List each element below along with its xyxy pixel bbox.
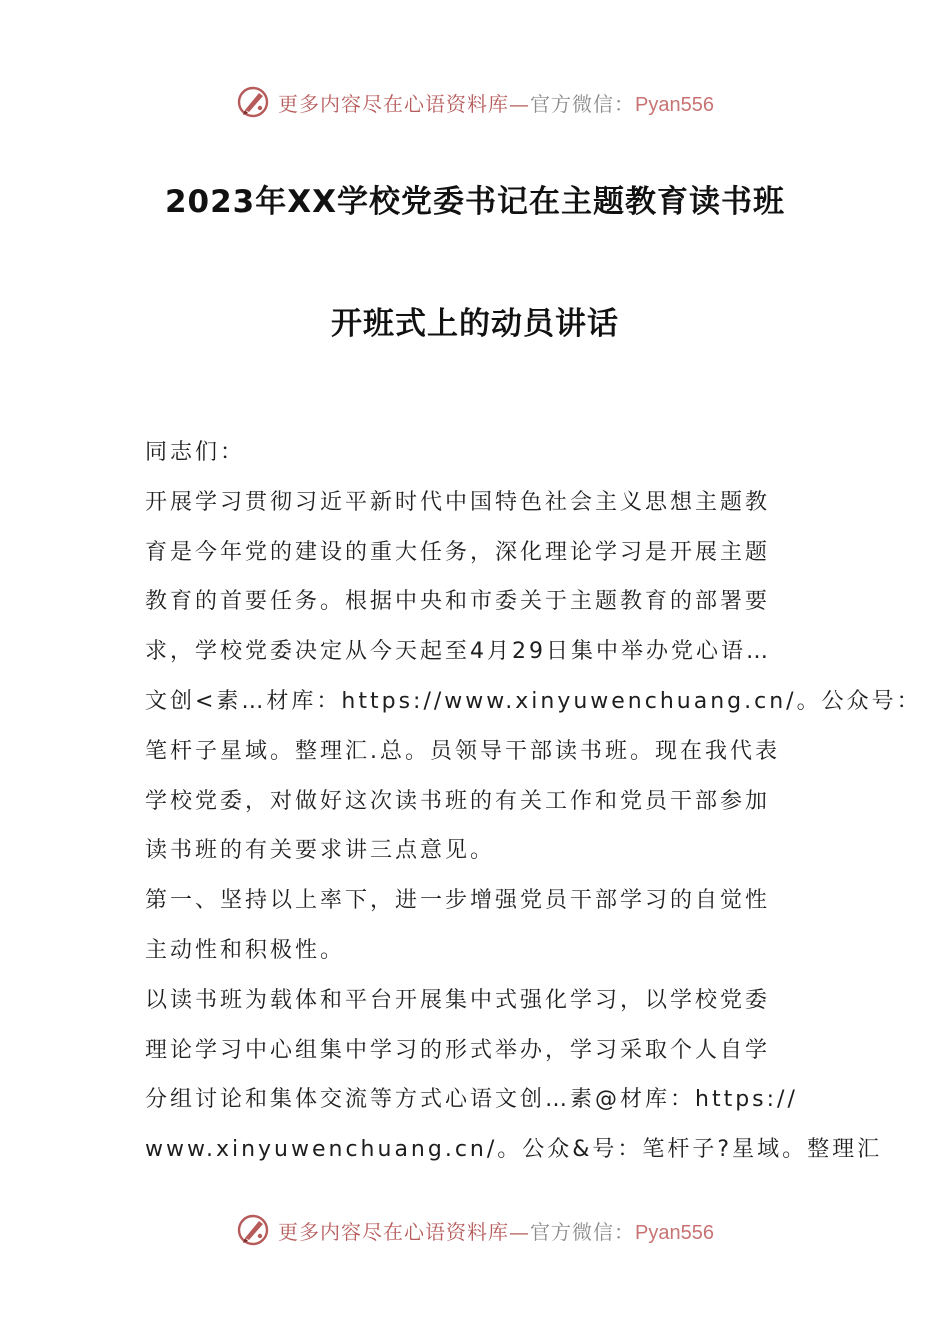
body-line-with-link: www.xinyuwenchuang.cn/。公众&号：笔杆子?星域。整理汇 [145, 1137, 883, 1163]
body-line-with-link: 分组讨论和集体交流等方式心语文创…素@材库：https:// [145, 1087, 798, 1113]
watermark-wechat-id: Pyan556 [635, 93, 714, 116]
section-heading-line: 主动性和积极性。 [145, 937, 346, 963]
watermark-wechat-id: Pyan556 [635, 1221, 714, 1244]
body-line: 读书班的有关要求讲三点意见。 [145, 838, 496, 864]
body-line: 笔杆子星域。整理汇.总。员领导干部读书班。现在我代表 [145, 738, 780, 764]
header-watermark [0, 82, 950, 122]
watermark-separator: — [509, 1219, 531, 1244]
watermark-wechat-label: 官方微信： [530, 1219, 636, 1244]
section-heading-line: 第一、坚持以上率下，进一步增强党员干部学习的自觉性 [145, 888, 771, 914]
body-line: 以读书班为载体和平台开展集中式强化学习，以学校党委 [145, 987, 771, 1013]
watermark-brand: 更多内容尽在心语资料库 [278, 91, 510, 116]
document-title-line-1: 2023年XX学校党委书记在主题教育读书班 [164, 184, 786, 220]
document-title-line-2: 开班式上的动员讲话 [331, 306, 619, 342]
body-line-with-link: 文创<素…材库：https://www.xinyuwenchuang.cn/。公众号： [145, 688, 922, 714]
body-line: 理论学习中心组集中学习的形式举办，学习采取个人自学 [145, 1037, 771, 1063]
body-line: 求，学校党委决定从今天起至4月29日集中举办党心语… [145, 639, 771, 665]
footer-watermark [0, 1210, 950, 1250]
watermark-wechat-label: 官方微信： [530, 91, 636, 116]
watermark-text [278, 1216, 714, 1245]
watermark-text [278, 88, 714, 117]
pen-in-circle-logo [236, 85, 270, 119]
body-line: 教育的首要任务。根据中央和市委关于主题教育的部署要 [145, 589, 771, 615]
body-line: 学校党委，对做好这次读书班的有关工作和党员干部参加 [145, 788, 771, 814]
document-body [145, 428, 922, 1175]
body-line: 育是今年党的建设的重大任务，深化理论学习是开展主题 [145, 539, 771, 565]
watermark-separator: — [509, 91, 531, 116]
body-line: 同志们： [145, 440, 246, 465]
body-line: 开展学习贯彻习近平新时代中国特色社会主义思想主题教 [145, 489, 771, 515]
pen-in-circle-logo [236, 1213, 270, 1247]
watermark-brand: 更多内容尽在心语资料库 [278, 1219, 510, 1244]
